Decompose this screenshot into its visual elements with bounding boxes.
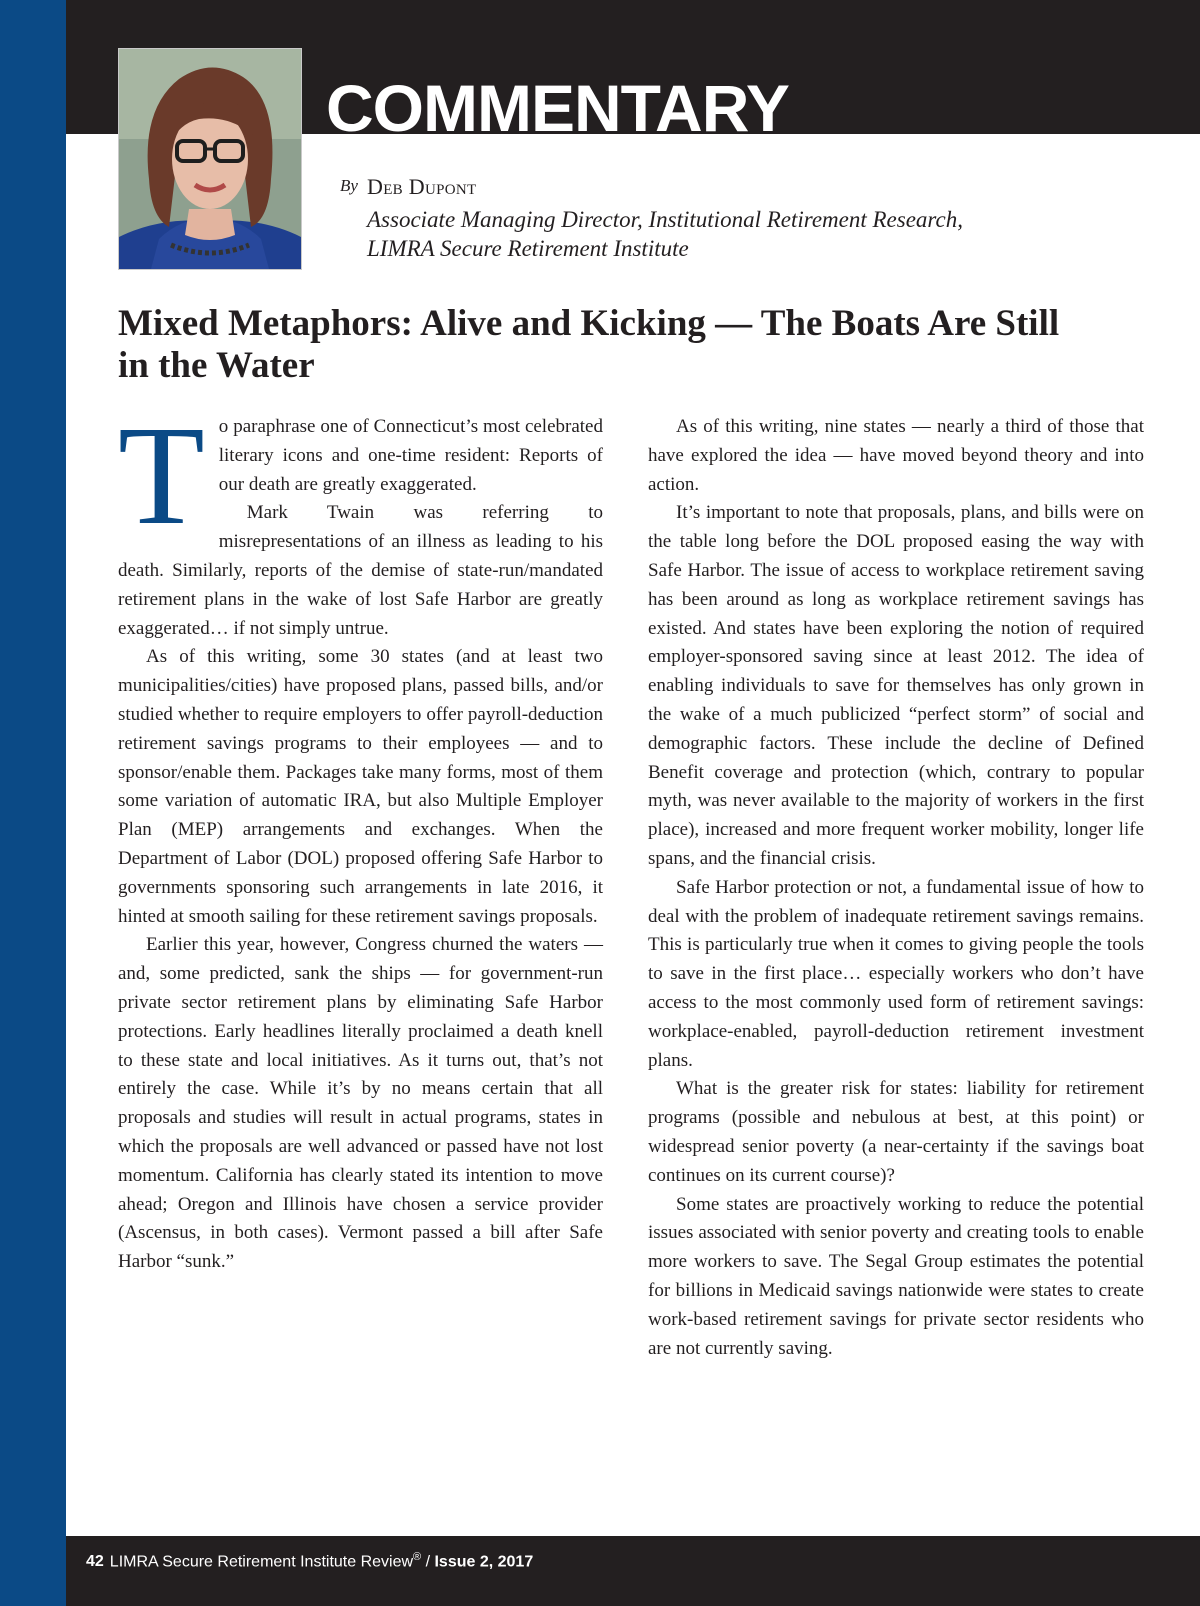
section-title: COMMENTARY: [326, 71, 789, 145]
registered-mark: ®: [413, 1551, 422, 1563]
paragraph: As of this writing, some 30 states (and at least two municipalities/cities) have proposed plans, passed bills, and/or studied whether to require employers to offer payroll-deduction retirement savings programs to their employees — and to sponsor/enable them. Packages take many forms, most of them some variation of automatic IRA, but also Multiple Employer Plan (MEP) arrangements and exchanges. When the Department of Labor (DOL) proposed offering Safe Harbor to governments sponsoring such arrangements in late 2016, it hinted at smooth sailing for these retirement savings proposals.: [118, 646, 603, 927]
paragraph: What is the greater risk for states: liability for retirement programs (possible and nebulous at best, at this point) or widespread senior poverty (a near-certainty if the savings boat continues on its current course)?: [648, 1078, 1144, 1186]
paragraph: Mark Twain was referring to misrepresentations of an illness as leading to his death. Similarly, reports of the demise of state-run/mandated retirement plans in the wake of lost Safe Harbor are greatly exaggerated… if not simply untrue.: [118, 502, 603, 639]
article-column-left: [118, 396, 603, 1277]
author-role-line-1: Associate Managing Director, Institutional Retirement Research,: [367, 207, 963, 232]
author-portrait-icon: [119, 49, 301, 269]
paragraph: As of this writing, nine states — nearly a third of those that have explored the idea — have moved beyond theory and into action.: [648, 416, 1144, 495]
paragraph: Some states are proactively working to reduce the potential issues associated with senior poverty and creating tools to enable more workers to save. The Segal Group estimates the potential for billions in Medicaid savings nationwide were states to create work-based retirement savings for private sector residents who are not currently saving.: [648, 1193, 1144, 1359]
paragraph: Earlier this year, however, Congress churned the waters — and, some predicted, sank the ships — for government-run private sector retirement plans by eliminating Safe Harbor protections. Early headlines literally proclaimed a death knell to these state and local initiatives. As it turns out, that’s not entirely the case. While it’s by no means certain that all proposals and studies will result in actual programs, states in which the proposals are well advanced or passed have not lost momentum. California has clearly stated its intention to move ahead; Oregon and Illinois have chosen a service provider (Ascensus, in both cases). Vermont passed a bill after Safe Harbor “sunk.”: [118, 934, 603, 1273]
footer: [86, 1547, 533, 1572]
author-role-line-2: LIMRA Secure Retirement Institute: [367, 236, 689, 261]
paragraph: [118, 396, 603, 554]
author-name: Deb Dupont: [367, 174, 477, 199]
page-number: 42: [86, 1553, 104, 1571]
publication-name: LIMRA Secure Retirement Institute Review: [109, 1553, 414, 1571]
byline-by: By: [340, 176, 358, 195]
article-title: Mixed Metaphors: Alive and Kicking — The Boats Are Still in the Water: [118, 303, 1060, 386]
left-accent-bar: [0, 0, 66, 1606]
drop-cap: T: [118, 396, 205, 554]
footer-separator: /: [421, 1553, 435, 1571]
paragraph: It’s important to note that proposals, plans, and bills were on the table long before the DOL proposed easing the way with Safe Harbor. The issue of access to workplace retirement saving has been around as long as workplace retirement savings has existed. And states have been exploring the notion of required employer-sponsored saving since at least 2012. The idea of enabling individuals to save for themselves has only grown in the wake of a much publicized “perfect storm” of social and demographic factors. These include the decline of Defined Benefit coverage and protection (which, contrary to popular myth, was never available to the majority of workers in the first place), increased and more frequent worker mobility, longer life spans, and the financial crisis.: [648, 502, 1144, 869]
article-column-right: [648, 413, 1144, 1363]
author-photo: [118, 48, 302, 270]
paragraph-text: o paraphrase one of Connecticut’s most celebrated literary icons and one-time resident: Reports of our death are greatly exaggerated.: [218, 416, 603, 495]
issue-label: Issue 2, 2017: [434, 1553, 534, 1571]
paragraph: Safe Harbor protection or not, a fundamental issue of how to deal with the problem of inadequate retirement savings remains. This is particularly true when it comes to giving people the tools to save in the first place… especially workers who don’t have access to the most commonly used form of retirement savings: workplace-enabled, payroll-deduction retirement investment plans.: [648, 876, 1144, 1071]
author-role: [367, 205, 963, 263]
